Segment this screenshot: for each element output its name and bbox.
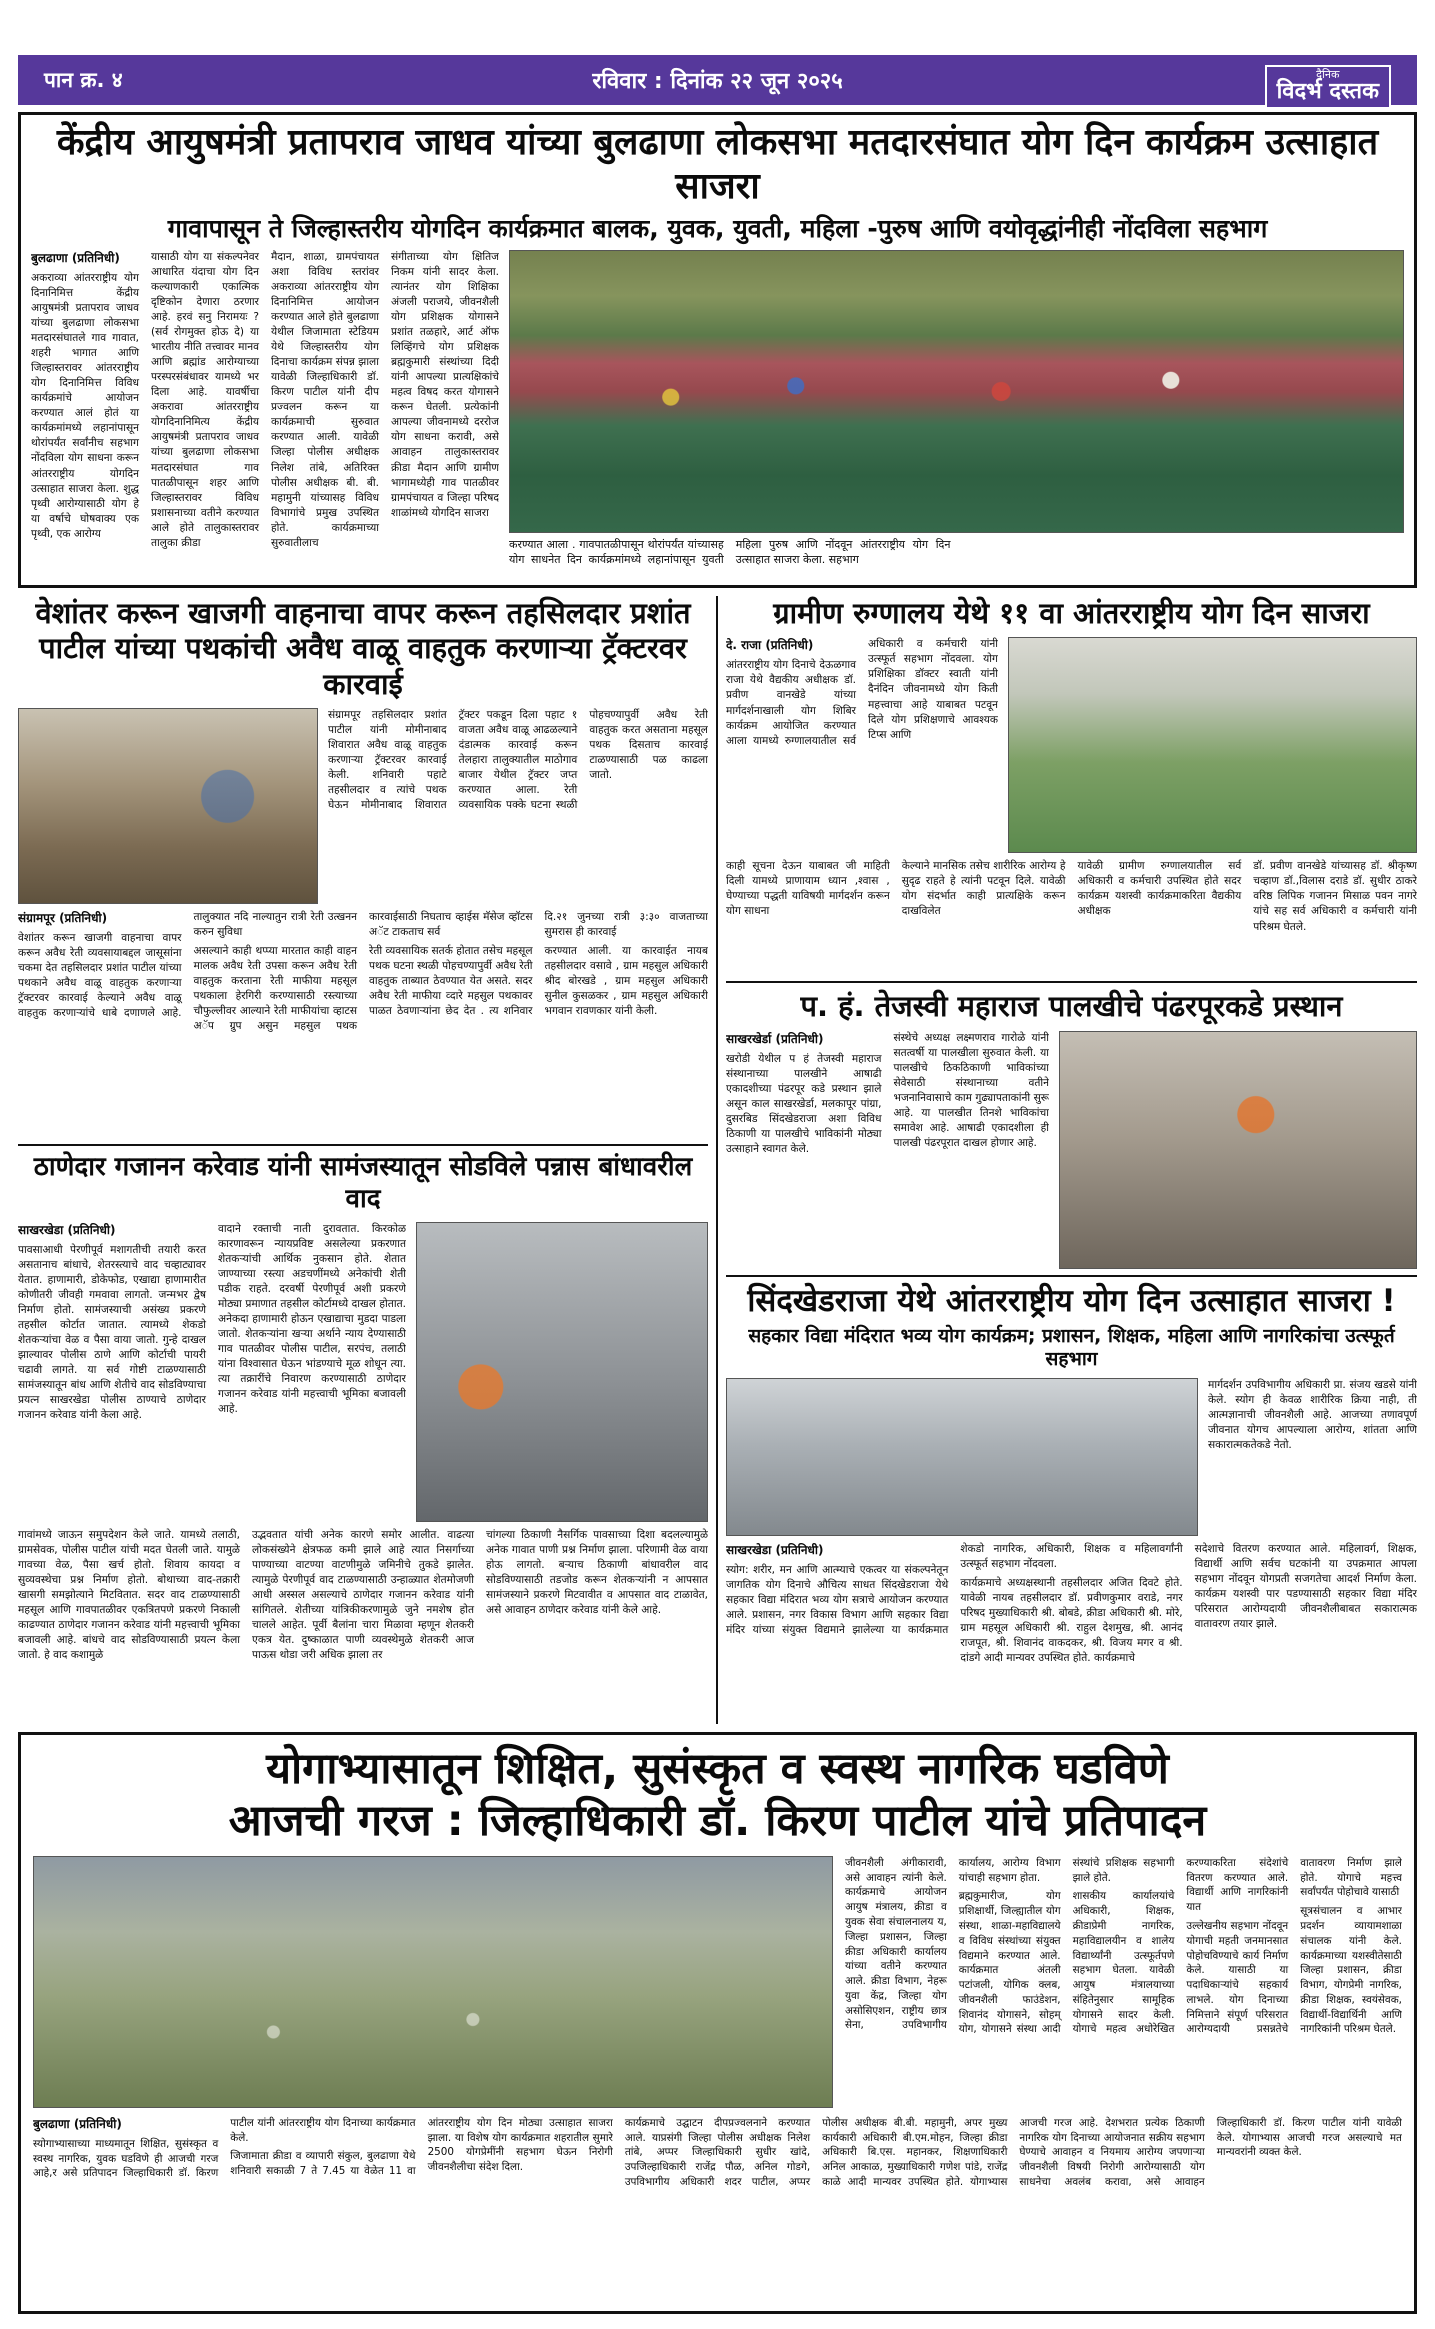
lead-paragraph: अकराव्या आंतरराष्ट्रीय योग दिनानिमित्त केंद्रीय आयुषमंत्री प्रतापराव जाधव यांच्या बुलढाणा लोकसभा मतदारसंघातले गाव गावात, शहरी भागात आणि जिल्हास्तरावर आंतरराष्ट्रीय योग दिनानिमित्त विविध कार्यक्रमांचे आयोजन करण्यात आलं होतं या कार्यक्रमांमध्ये लहानांपासून थोरांपर्यंत सर्वांनीच सहभाग नोंदविला योग साधना करून आंतरराष्ट्रीय योगदिन उत्साहात साजरा केला. शुद्ध पृथ्वी आरोग्यासाठी योग हे या वर्षाचे घोषवाक्य एक पृथ्वी, एक आरोग्य: [31, 272, 139, 540]
rural-hospital-paragraph: काही सूचना देऊन याबाबत जी माहिती दिली यामध्ये प्राणायाम ध्यान ,श्वास , घेण्याच्या पद्धती याविषयी मार्गदर्शन करून योग साधना: [726, 860, 890, 918]
rural-hospital-content: [726, 637, 1417, 853]
collector-headline-line2: आजची गरज : जिल्हाधिकारी डॉ. किरण पाटील यांचे प्रतिपादन: [228, 1796, 1207, 1847]
collector-paragraph: शासकीय कार्यालयांचे अधिकारी, शिक्षक, क्रीडाप्रेमी नागरिक, महाविद्यालयीन व शालेय विद्यार्थ्यांनी उत्स्फूर्तपणे सहभाग घेतला. यावेळी आयुष मंत्रालयाच्या संहितेनुसार सामूहिक योगासने सादर केली. योगाचे महत्व अधोरेखित करण्याकरिता संदेशांचे वितरण करण्यात आले. विद्यार्थी आणि नागरिकांनी यात: [1072, 1856, 1289, 2036]
sindkhedraja-paragraph: स्योग: शरीर, मन आणि आत्म्याचे एकत्वर या संकल्पनेतून जागतिक योग दिनाचे औचित्य साधत सिंदखेडराजा येथे सहकार विद्या मंदिरात भव्य योग सत्राचे आयोजन करण्यात आले. प्रशासन, नगर विकास विभाग आणि सहकार विद्या मंदिर यांच्या संयुक्त विद्यमाने झालेल्या या कार्यक्रमात शेकडो नागरिक, अधिकारी, शिक्षक व महिलावर्गांनी उत्स्फूर्त सहभाग नोंदवला.: [726, 1543, 1183, 1637]
lead-body-columns: [31, 250, 499, 602]
collector-paragraph: उल्लेखनीय सहभाग नोंदवून योगाची महती जनमानसात पोहोचविण्याचे कार्य निर्माण केले. यासाठी या पदाधिकाऱ्यांचे सहकार्य लाभले. योग दिनाच्या निमित्ताने संपूर्ण परिसरात आरोग्यदायी प्रसन्नतेचे वातावरण निर्माण झाले होते. योगाचे महत्त्व सर्वांपर्यंत पोहोचावे यासाठी: [1186, 1856, 1402, 2036]
border-disputes-byline: साखरखेडा (प्रतिनिधी): [18, 1222, 116, 1237]
sindkhedraja-byline: साखरखेडा (प्रतिनिधी): [726, 1543, 824, 1558]
logo-top-label: दैनिक: [1316, 67, 1340, 81]
lead-photo-block: [509, 250, 1404, 602]
lead-byline: बुलढाणा (प्रतिनिधी): [31, 251, 120, 266]
sindkhedraja-content: [726, 1378, 1417, 1536]
article-lead: [18, 112, 1417, 588]
lead-subheadline: गावापासून ते जिल्हास्तरीय योगदिन कार्यक्रमात बालक, युवक, युवती, महिला -पुरुष आणि वयोवृद्धांनीही नोंदविला सहभाग: [167, 213, 1268, 243]
sand-raid-bottom-columns: [18, 910, 708, 1138]
collector-content: [33, 1856, 1402, 2108]
sindkhedraja-paragraph: सदेशाचे वितरण करण्यात आले. महिलावर्ग, शिक्षक, विद्यार्थी आणि सर्वच घटकांनी या उपक्रमात आपला सहभाग नोंदवून योगप्रती सजगतेचा आदर्श निर्माण केला. कार्यक्रम यशस्वी पार पडण्यासाठी सहकार विद्या मंदिर परिसरात आरोग्यदायी जीवनशैलीबाबत सकारात्मक वातावरण तयार झाले.: [1194, 1543, 1417, 1631]
sand-raid-byline: संग्रामपूर (प्रतिनिधी): [18, 911, 108, 926]
palkhi-procession-photo: [1059, 1031, 1417, 1269]
middle-left-column: [18, 596, 718, 1724]
page-number: पान क्र. ४: [44, 68, 123, 92]
article-palkhi: [726, 989, 1417, 1268]
sindkhedraja-bottom-columns: [726, 1542, 1417, 1710]
tractor-raid-photo: [18, 708, 318, 904]
sindkhedraja-headline: सिंदखेडराजा येथे आंतरराष्ट्रीय योग दिन उत्साहात साजरा !: [747, 1282, 1396, 1319]
border-disputes-side-columns: [18, 1222, 406, 1522]
lead-paragraph: मैदान, शाळा, ग्रामपंचायत अशा विविध स्तरांवर अकराव्या आंतरराष्ट्रीय योग दिनानिमित्त आयोजन करण्यात आले होते बुलढाणा येथील जिजामाता स्टेडियम येथे जिल्हास्तरीय योग दिनाचा कार्यक्रम संपन्न झाला यावेळी जिल्हाधिकारी डॉ. किरण पाटील यांनी दीप प्रज्वलन करून या कार्यक्रमाची सुरुवात करण्यात आली. यावेळी जिल्हा पोलीस अधीक्षक निलेश तांबे, अतिरिक्त पोलीस अधीक्षक बी. बी. महामुनी यांच्यासह विविध विभागांचे प्रमुख उपस्थित होते. कार्यक्रमाच्या सुरुवातीलाच: [271, 251, 379, 549]
collector-headline-line1: योगाभ्यासातून शिक्षित, सुसंस्कृत व स्वस्थ नागरिक घडविणे: [266, 1744, 1169, 1794]
palkhi-paragraph: संस्थेचे अध्यक्ष लक्ष्मणराव गारोळे यांनी सतत्वर्षी या पालखीला सुरुवात केली. या पालखीचे ठिकठिकाणी भाविकांच्या सेवेसाठी संस्थानाच्या वतीने भजनानिवासाचे काम गुढ्यापताकांनी सुरू आहे. या पालखीत तिनशे भाविकांचा समावेश आहे. आषाढी एकादशीला ही पालखी पंढरपूरात दाखल होणार आहे.: [893, 1031, 1049, 1149]
article-collector-yoga: [18, 1732, 1417, 2314]
palkhi-body-columns: [726, 1031, 1049, 1269]
border-disputes-paragraph: चांगल्या ठिकाणी नैसर्गिक पावसाच्या दिशा बदलल्यामुळे अनेक गावात पाणी प्रश्न निर्माण झाला. परिणामी वेळ वाया होऊ लागतो. बऱ्याच ठिकाणी बांधावरील वाद सोडविण्यासाठी तडजोड करून शेतकऱ्यांनी न आपसात सामंजस्याने प्रकरणे मिटवावीत व आपसात वाद टाळावेत, असे आवाहन ठाणेदार करेवाड यांनी केले आहे.: [486, 1528, 708, 1616]
palkhi-paragraph: खरोडी येथील प हं तेजस्वी महाराज संस्थानाच्या पालखीने आषाढी एकादशीच्या पंढरपूर कडे प्रस्थान झाले असून काल साखरखेर्डा, मलकापूर पांग्रा, दुसरबिड सिंदखेडराजा अशा विविध ठिकाणी या पालखीचे भाविकांनी मोठ्या उत्साहाने स्वागत केले.: [726, 1052, 882, 1155]
sindkhedraja-side-column: [1208, 1378, 1417, 1536]
middle-right-column: [718, 596, 1417, 1724]
divider: [18, 1144, 708, 1146]
article-sand-raid: [18, 596, 708, 1138]
palkhi-byline: साखरखेर्डा (प्रतिनिधी): [726, 1031, 824, 1046]
collector-paragraph: ब्रह्मकुमारीज, योग प्रशिक्षार्थी, जिल्ह्यातील योग संस्था, शाळा-महाविद्यालये व विविध संस्थांच्या संयुक्त विद्यमाने करण्यात आले. कार्यक्रमात अंतली पटांजली, योगिक क्लब, जीवनशैली फाउंडेशन, शिवानंद योगासने, सोहम् योग, योगासने संस्था आदी संस्थांचे प्रशिक्षक सहभागी झाले होते.: [958, 1856, 1175, 2036]
sindkhedraja-paragraph: मार्गदर्शन उपविभागीय अधिकारी प्रा. संजय खडसे यांनी केले. स्योग ही केवळ शारीरिक क्रिया नाही, ती आत्मज्ञानाची जीवनशैली आहे. आजच्या तणावपूर्ण जीवनात योगच आपल्याला आरोग्य, शांतता आणि सकारात्मकतेकडे नेतो.: [1208, 1379, 1417, 1452]
palkhi-content: [726, 1031, 1417, 1269]
border-disputes-content: [18, 1222, 708, 1522]
sand-raid-paragraph: वेशांतर करून खाजगी वाहनाचा वापर करून अवैध रेती व्यवसायाबद्दल जासूसांना चकमा देत तहसिलदार प्रशांत पाटील यांच्या पथकाने अवैध वाळू वाहतुक करणाऱ्या ट्रॅक्टरवर कारवाई केल्याने अवैध वाळू वाहतुक करणाऱ्यांचे धाबे दणाणले आहे. तालुक्यात नदि नाल्यातुन रात्री रेती उत्खनन करुन सुविधा: [18, 911, 357, 1020]
divider: [726, 1275, 1417, 1277]
middle-region: [18, 596, 1417, 1724]
border-disputes-paragraph: पावसाआधी पेरणीपूर्व मशागतीची तयारी करत असतानाच बांधाचे, शेतरस्त्याचे वाद चव्हाट्यावर येतात. हाणामारी, डोकेफोड, एखाद्या हाणामारीत कोणीतरी जीवही गमवावा लागतो. जन्मभर द्वेष निर्माण होतो. सामंजस्याची असंख्य प्रकरणे तहसील कोर्टात जातात. त्यामध्ये शेकडो शेतकऱ्यांचा वेळ व पैसा वाया जातो. गुन्हे दाखल झाल्यावर पोलीस ठाणे आणि कोर्टाची पायरी चढावी लागते. या सर्व गोष्टी टाळण्यासाठी सामंजस्यातून बांध आणि शेतीचे वाद सोडविण्याचा प्रयत्न साखरखेडा पोलीस ठाण्याचे ठाणेदार गजानन करेवाड यांनी केला आहे.: [18, 1243, 206, 1421]
collector-paragraph: सूत्रसंचालन व आभार प्रदर्शन व्यायामशाळा संचालक यांनी केले. कार्यक्रमाच्या यशस्वीतेसाठी जिल्हा प्रशासन, क्रीडा विभाग, योगप्रेमी नागरिक, क्रीडा शिक्षक, स्वयंसेवक, विद्यार्थी-विद्यार्थिनी आणि नागरिकांनी परिश्रम घेतले.: [1300, 1905, 1402, 2036]
rural-hospital-byline: दे. राजा (प्रतिनिधी): [726, 638, 814, 653]
rural-hospital-paragraph: डॉ. प्रवीण वानखेडे यांच्यासह डॉ. श्रीकृष्ण चव्हाण डॉ.,विलास दराडे डॉ. सुधीर ठाकरे वरिष्ठ लिपिक गजानन मिसाळ पवन नागरे यांचे सह सर्व अधिकारी व कर्मचारी यांनी परिश्रम घेतले.: [1253, 860, 1417, 933]
border-disputes-paragraph: गावांमध्ये जाऊन समुपदेशन केले जाते. यामध्ये तलाठी, ग्रामसेवक, पोलीस पाटील यांची मदत घेतली जाते. यामुळे गावच्या वेळ, पैसा खर्च होतो. शिवाय कायदा व सुव्यवस्थेचा प्रश्न निर्माण होतो. बोथाच्या वाद-तक्रारी खासगी समझोत्याने मिटवितात. सदर वाद टाळण्यासाठी महसूल आणि गावपातळीवर एकत्रितपणे प्रकरणे निकाली काढण्यात ठाणेदार गजानन करेवाड यांनी महत्त्वाची भूमिका बजावली आहे. बांधचे वाद सोडविण्यासाठी प्रयत्न केला जातो. हे वाद कशामुळे: [18, 1528, 240, 1661]
yoga-crowd-photo: [509, 250, 1404, 533]
rural-hospital-bottom-columns: [726, 859, 1417, 975]
police-station-photo: [416, 1222, 708, 1522]
masthead: [18, 55, 1417, 105]
sand-raid-paragraph: रेती व्यवसायिक सतर्क होतात तसेच महसूल पथक घटना स्थळी पोहचण्यापुर्वी अवैध रेती वाहतुक ताब्यात ठेवण्यात येत असते. सदर अवैध रेती माफीया व्दारे महसुल पथकावर पाळत ठेवणाऱ्यांना छेद देत . त्य शनिवार दि.२१ जुनच्या रात्री ३:३० वाजताच्या सुमरास ही कारवाई: [369, 911, 708, 1018]
sand-raid-paragraph: संग्रामपूर तहसिलदार प्रशांत पाटील यांनी मोमीनाबाद शिवारात अवैध वाळू वाहतुक करणाऱ्या ट्रॅक्टरवर कारवाई केली. शनिवारी पहाटे तहसीलदार व त्यांचे पथक घेऊन मोमीनाबाद शिवारात ट्रॅक्टर पकडून दिला पहाट १ वाजता अवैध वाळू आढळल्याने दंडात्मक कारवाई करून तेलहारा तालुक्यातील माठोगाव बाजार येथील ट्रॅक्टर जप्त करण्यात आला. रेती व्यवसायिक पक्के घटना स्थळी पोहचण्यापुर्वी अवैध रेती वाहतुक करत असताना महसूल पथक दिसताच कारवाई टाळण्यासाठी पळ काढला जातो.: [328, 709, 708, 812]
sand-raid-paragraph: करण्यात आली. या कारवाईत नायब तहसीलदार वसावे , ग्राम महसुल अधिकारी श्रीद बोरखडे , ग्राम महसुल अधिकारी सुनील कुसळकर , ग्राम महसुल अधिकारी भगवान रावणकार यांनी केली.: [544, 945, 708, 1018]
newspaper-logo: [1265, 65, 1391, 110]
border-disputes-headline: ठाणेदार गजानन करेवाड यांनी सामंजस्यातून सोडविले पन्नास बांधावरील वाद: [33, 1152, 693, 1214]
rural-hospital-paragraph: आंतरराष्ट्रीय योग दिनाचे देऊळगाव राजा येथे वैद्यकीय अधीक्षक डॉ. प्रवीण वानखेडे यांच्या मार्गदर्शनाखाली योग शिबिर कार्यक्रम आयोजित करण्यात आला यामध्ये रुग्णालयातील सर्व अधिकारी व कर्मचारी यांनी उत्स्फूर्त सहभाग नोंदवला. योग प्रशिक्षिका डॉक्टर स्वाती यांनी दैनंदिन जीवनामध्ये योग किती महत्त्वाचा आहे याबाबत पटवून दिले योग प्रशिक्षणाचे आवश्यक टिप्स आणि: [726, 638, 998, 747]
collector-paragraph: कार्यक्रमाचे उद्घाटन दीपप्रज्वलनाने करण्यात आले. याप्रसंगी जिल्हा पोलीस अधीक्षक निलेश तांबे, अप्पर जिल्हाधिकारी सुधीर खांदे, उपजिल्हाधिकारी राजेंद्र पौळ, अनिल गोडगे, उपविभागीय अधिकारी शदर पाटील, अप्पर पोलीस अधीक्षक बी.बी. महामुनी, अपर मुख्य कार्यकारी अधिकारी बी.एम.मोहन, जिल्हा क्रीडा अधिकारी बि.एस. महानकर, शिक्षणाधिकारी अनिल आकाळ, मुख्याधिकारी गणेश पांडे, राजेंद्र काळे आदी मान्यवर उपस्थित होते. योगाभ्यास आजची गरज आहे. देशभरात प्रत्येक ठिकाणी नागरिक योग दिनाच्या आयोजनात सक्रीय सहभाग घेण्याचे आवाहन व नियमाय आरोग्य जपणाऱ्या जीवनशैली विषयी निरोगी आरोग्यासाठी योग साधनेचा अवलंब करावा, असे आवाहन जिल्हाधिकारी डॉ. किरण पाटील यांनी यावेळी केले. योगाभ्यास आजची गरज असल्याचे मत मान्यवरांनी व्यक्त केले.: [624, 2116, 1402, 2188]
sand-raid-content: [18, 708, 708, 904]
stadium-yoga-photo: [33, 1856, 833, 2108]
sindkhedraja-subheadline: सहकार विद्या मंदिरात भव्य योग कार्यक्रम; प्रशासन, शिक्षक, महिला आणि नागरिकांचा उत्स्फूर्त सहभाग: [748, 1324, 1395, 1371]
lead-paragraph: यासाठी योग या संकल्पनेवर आधारित यंदाचा योग दिन कल्याणकारी एकात्मिक दृष्टिकोन देणारा ठरणार आहे. हरवं सनु निरामयः ? (सर्व रोगमुक्त होऊ दे) या भारतीय नीति तत्त्वावर मानव आणि ब्रह्मांड आरोग्याच्या परस्परसंबंधावर यामध्ये भर दिला आहे. यावर्षीचा अकरावा आंतरराष्ट्रीय योगदिनानिमित्य केंद्रीय आयुषमंत्री प्रतापराव जाधव यांच्या बुलढाणा लोकसभा मतदारसंघात गाव पातळीपासून शहर आणि जिल्हास्तरावर विविध प्रशासनाच्या वतीने करण्यात आले होते तालुकास्तरावर तालुका क्रीडा: [151, 251, 259, 549]
collector-paragraph: स्योगाभ्यासाच्या माध्यमातून शिक्षित, सुसंस्कृत व स्वस्थ नागरिक, युवक घडविणे ही आजची गरज आहे,र असे प्रतिपादन जिल्हाधिकारी डॉ. किरण पाटील यांनी आंतरराष्ट्रीय योग दिनाच्या कार्यक्रमात केले.: [33, 2116, 416, 2180]
collector-side-columns: [845, 1856, 1402, 2108]
collector-paragraph: जिजामाता क्रीडा व व्यापारी संकुल, बुलढाणा येथे शनिवारी सकाळी 7 ते 7.45 या वेळेत 11 वा आंतरराष्ट्रीय योग दिन मोठ्या उत्साहात साजरा झाला. या विशेष योग कार्यक्रमात शहरातील सुमारे 2500 योगप्रेमींनी सहभाग घेऊन निरोगी जीवनशैलीचा संदेश दिला.: [230, 2116, 613, 2178]
collector-bottom-columns: [33, 2116, 1402, 2294]
lead-photo-caption: करण्यात आला . गावपातळीपासून थोरांपर्यंत यांच्यासह योग साधनेत दिन कार्यक्रमांमध्ये लहानांपासून युवती महिला पुरुष आणि नोंदवून आंतरराष्ट्रीय योग दिन उत्साहात साजरा केला. सहभाग: [509, 538, 951, 567]
logo-main-label: विदर्भ दस्तक: [1276, 79, 1379, 105]
article-border-disputes: [18, 1152, 708, 1765]
border-disputes-paragraph: उद्भवतात यांची अनेक कारणे समोर आलीत. वाढत्या लोकसंख्येने क्षेत्रफळ कमी झाले आहे त्यात निसर्गाच्या पाण्याच्या वाटण्या वाटणीमुळे जमिनीचे तुकडे झालेत. त्यामुळे पेरणीपूर्व वाद टाळण्यासाठी उन्हाळ्यात शेतमोजणी आधी अस्सल असल्याचे ठाणेदार गजानन करेवाड यांनी सांगितले. शेतीच्या यांत्रिकीकरणामुळे जुने नमशेष होत चालले आहेत. पूर्वी बैलांना चारा मिळावा म्हणून शेतकरी एकत्र येत. दुष्काळात पाणी व्यवस्थेमुळे शेतकरी आज पाऊस थोडा जरी अधिक झाला तर: [252, 1528, 474, 1661]
palkhi-headline: प. हं. तेजस्वी महाराज पालखीचे पंढरपूरकडे प्रस्थान: [800, 989, 1343, 1024]
yoga-hall-photo: [726, 1378, 1198, 1536]
sand-raid-side-columns: [328, 708, 708, 904]
border-disputes-bottom-columns: [18, 1528, 708, 1766]
rural-hospital-side-columns: [726, 637, 998, 853]
hospital-yoga-photo: [1008, 637, 1417, 853]
article-sindkhedraja-yoga: [726, 1283, 1417, 1710]
sindkhedraja-paragraph: कार्यक्रमाचे अध्यक्षस्थानी तहसीलदार अजित दिवटे होते. यावेळी नायब तहसीलदार डॉ. प्रवीणकुमार वराडे, नगर परिषद मुख्याधिकारी श्री. बोबडे, क्रीडा अधिकारी श्री. मोरे, ग्राम महसूल अधिकारी श्री. राहुल देशमुख, श्री. आनंद राजपूत, श्री. शिवानंद वाकदकर, श्री. विजय मगर व श्री. दांडगे आदी मान्यवर उपस्थित होते. कार्यक्रमाचे: [960, 1577, 1183, 1665]
border-disputes-paragraph: वादाने रक्ताची नाती दुरावतात. किरकोळ कारणावरून न्यायप्रविष्ट असलेल्या प्रकरणात शेतकऱ्यांची आर्थिक नुकसान होते. शेतात जाण्याच्या रस्त्या अडचणींमध्ये अनेकांची शेती पडीक राहते. दरवर्षी पेरणीपूर्व अशी प्रकरणे मोठ्या प्रमाणात तहसील कोर्टामध्ये दाखल होतात. अनेकदा हाणामारी होऊन एखाद्याचा मुडदा पाडला जातो. शेतकऱ्यांना खऱ्या अर्थाने न्याय देण्यासाठी गाव पातळीवर पोलीस पाटील, सरपंच, तलाठी यांना विश्वासात घेऊन भांडण्याचे मूळ शोधून त्या. त्या तक्रारींचे निवारण करण्यासाठी ठाणेदार गजानन करेवाड यांनी महत्त्वाची भूमिका बजावली आहे.: [218, 1222, 406, 1415]
divider: [726, 981, 1417, 983]
sand-raid-paragraph: असल्याने काही थप्प्या मारतात काही वाहन मालक अवैध रेती उपसा करून अवैध रेती वाहतुक करताना रेती माफीया महसूल पथकाला हेरगिरी करण्यासाठी रस्त्याच्या चौफुल्लीवर आल्याने रेती माफीयांचा व्हाटस अॅप ग्रुप असुन महसुल पथक कारवाईसाठी निघताच व्हाईस मॅसेज व्हॉटस अॅट टाकताच सर्व: [193, 911, 533, 1033]
article-rural-hospital-yoga: [726, 596, 1417, 975]
sand-raid-headline: वेशांतर करून खाजगी वाहनाचा वापर करून तहसिलदार प्रशांत पाटील यांच्या पथकांची अवैध वाळू वाहतुक करणाऱ्या ट्रॅक्टरवर कारवाई: [35, 596, 691, 701]
lead-content: [31, 250, 1404, 602]
lead-headline: केंद्रीय आयुषमंत्री प्रतापराव जाधव यांच्या बुलढाणा लोकसभा मतदारसंघात योग दिन कार्यक्रम उत्साहात साजरा: [56, 122, 1379, 207]
collector-byline: बुलढाणा (प्रतिनिधी): [33, 2116, 122, 2131]
edition-date: रविवार : दिनांक २२ जून २०२५: [592, 69, 843, 94]
collector-paragraph: जीवनशैली अंगीकारावी, असे आवाहन त्यांनी केले. कार्यक्रमाचे आयोजन आयुष मंत्रालय, क्रीडा व युवक सेवा संचालनालय य, जिल्हा प्रशासन, जिल्हा क्रीडा अधिकारी कार्यालय यांच्या वतीने करण्यात आले. क्रीडा विभाग, नेहरू युवा केंद्र, जिल्हा योग असोसिएशन, राष्ट्रीय छात्र सेना, उपविभागीय कार्यालय, आरोग्य विभाग यांचाही सहभाग होता.: [845, 1856, 1061, 2032]
rural-hospital-headline: ग्रामीण रुग्णालय येथे ११ वा आंतरराष्ट्रीय योग दिन साजरा: [773, 596, 1370, 630]
rural-hospital-paragraph: यावेळी ग्रामीण रुग्णालयातील सर्व अधिकारी व कर्मचारी उपस्थित होते सदर कार्यक्रम यशस्वी कार्यक्रमाकरिता वैद्यकीय अधीक्षक: [1077, 860, 1242, 918]
lead-paragraph: संगीताच्या योग क्षितिज निकम यांनी सादर केला. त्यानंतर योग शिक्षिका अंजली पराजये, जीवनशैली योग प्रशिक्षक योगासने प्रशांत तळहारे, आर्ट ऑफ लिव्हिंगचे योग प्रशिक्षक ब्रह्मकुमारी संस्थांच्या दिदी यांनी आपल्या प्रात्यक्षिकांचे महत्व विषद करत योगासने करून घेतली. प्रत्येकांनी आपल्या जीवनामध्ये दररोज योग साधना करावी, असे आवाहन तालुकास्तरावर क्रीडा मैदान आणि ग्रामीण भागामध्येही गाव पातळीवर ग्रामपंचायत व जिल्हा परिषद शाळांमध्ये योगदिन साजरा: [391, 251, 499, 519]
rural-hospital-paragraph: केल्याने मानसिक तसेच शारीरिक आरोग्य हे सुदृढ राहते हे त्यांनी पटवून दिले. यावेळी योग संदर्भात काही प्रात्यक्षिके करून दाखविलेत: [901, 860, 1066, 918]
